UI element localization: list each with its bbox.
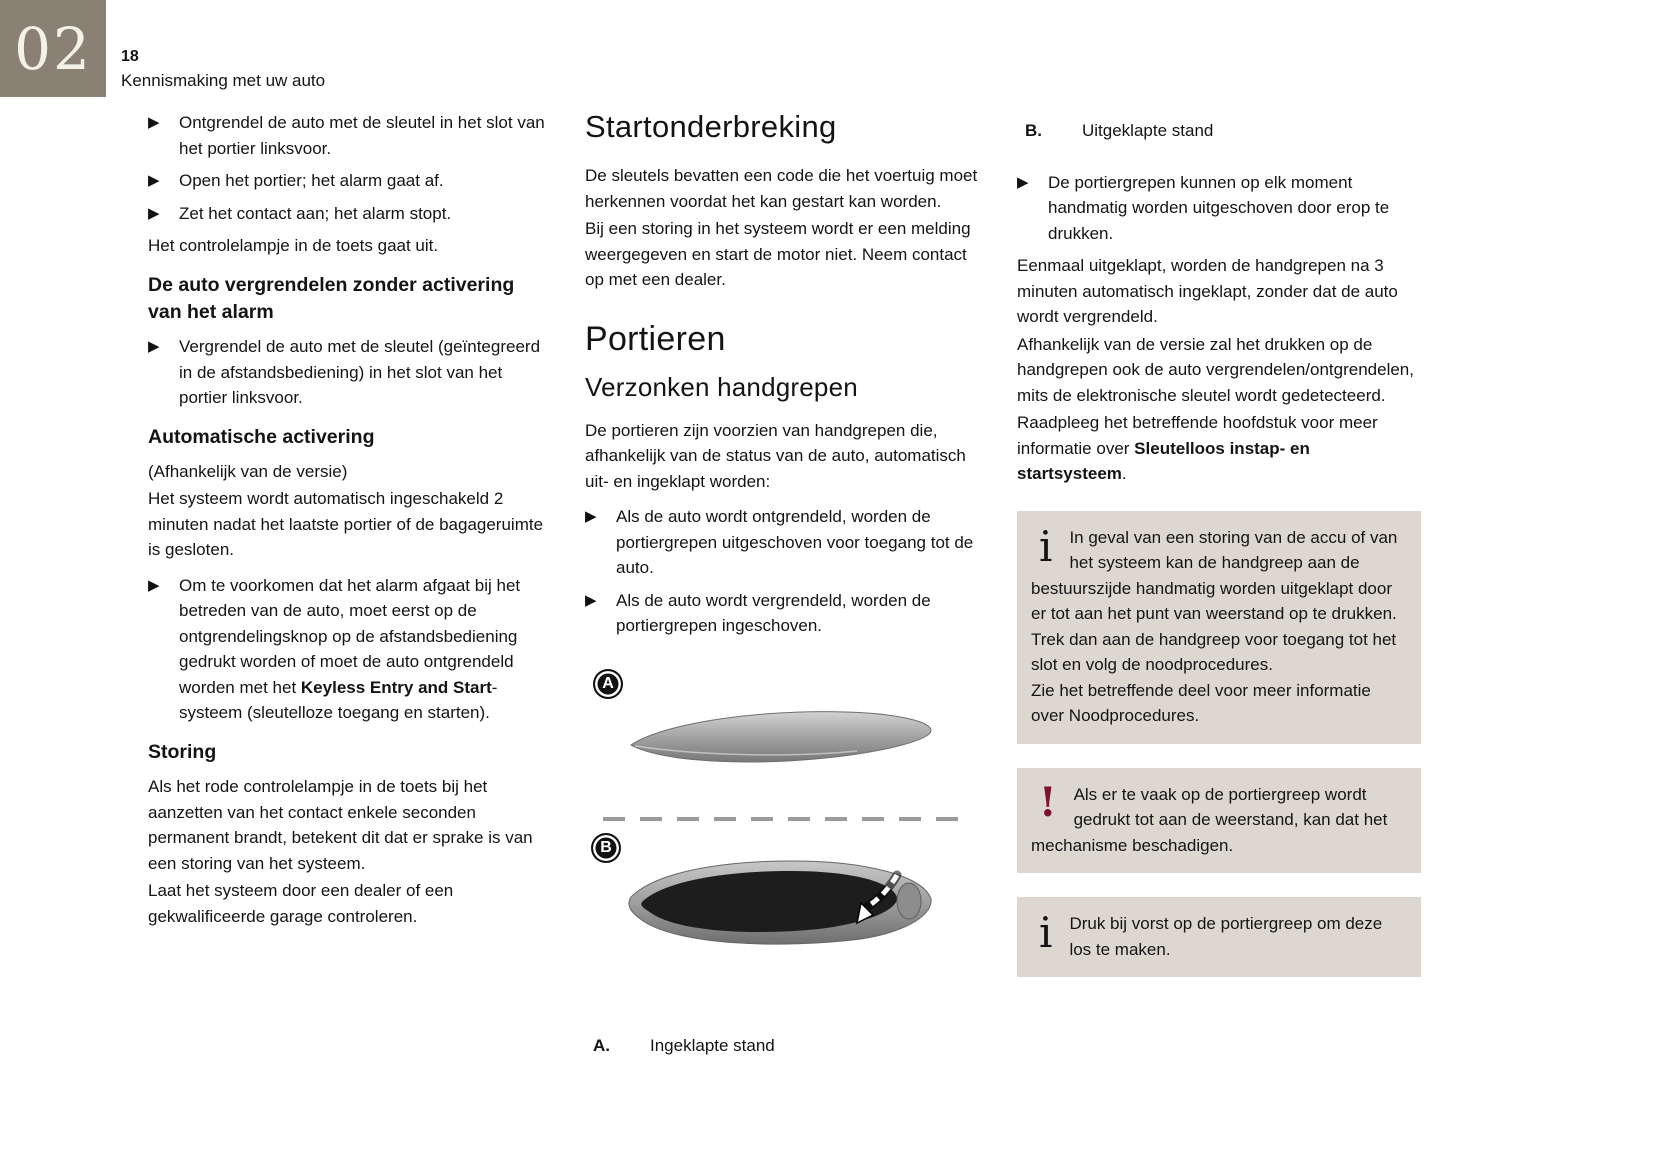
- section-heading: Automatische activering: [148, 425, 375, 448]
- caption-text: Ingeklapte stand: [650, 1035, 775, 1055]
- list-item: [148, 110, 552, 161]
- list-item: [1017, 170, 1421, 247]
- info-box: [1017, 897, 1421, 977]
- page-number: 18: [121, 48, 139, 65]
- list-item-text: Open het portier; het alarm gaat af.: [179, 171, 444, 190]
- paragraph: Bij een storing in het systeem wordt er een melding weergegeven en start de motor niet. Neem contact op met een dealer.: [585, 219, 971, 290]
- column-middle: [585, 106, 985, 1058]
- list-item-text: Als de auto wordt ontgrendeld, worden de portiergrepen uitgeschoven voor toegang tot de auto.: [616, 507, 974, 578]
- section-title: Portieren: [585, 319, 726, 358]
- list-item: [585, 588, 985, 639]
- subsection-title: Verzonken handgrepen: [585, 372, 858, 403]
- info-icon: i: [1039, 908, 1053, 957]
- paragraph: (Afhankelijk van de versie): [148, 461, 348, 481]
- chapter-tab: [0, 0, 106, 97]
- bullet-arrow-icon: ▶: [585, 591, 597, 609]
- bullet-arrow-icon: ▶: [148, 576, 160, 594]
- paragraph: Afhankelijk van de versie zal het drukken op de handgrepen ook de auto vergrendelen/ontgrendelen, mits de elektronische sleutel wordt gedetecteerd.: [1017, 334, 1414, 405]
- column-right: [1017, 110, 1421, 977]
- door-handle-retracted-illustration: [625, 705, 937, 771]
- text-run: Om te voorkomen dat het alarm afgaat bij het betreden van de auto, moet eerst op de ontgrendelingsknop op de afstandsbediening gedrukt worden of moet de auto ontgrendeld worden met het: [179, 575, 521, 697]
- bullet-arrow-icon: ▶: [148, 204, 160, 222]
- bold-text-run: Sleutelloos instap- en startsysteem: [1017, 438, 1310, 483]
- list-item-text: Vergrendel de auto met de sleutel (geïntegreerd in de afstandsbediening) in het slot van het portier linksvoor.: [179, 337, 541, 408]
- info-box: [1017, 511, 1421, 744]
- paragraph: Eenmaal uitgeklapt, worden de handgrepen na 3 minuten automatisch ingeklapt, zonder dat de auto wordt vergrendeld.: [1017, 256, 1398, 326]
- paragraph: [1017, 410, 1421, 487]
- list-item: [148, 168, 552, 194]
- text-run: Raadpleeg het betreffende hoofdstuk voor meer informatie over: [1017, 413, 1378, 458]
- paragraph: Het controlelampje in de toets gaat uit.: [148, 236, 439, 255]
- paragraph: Laat het systeem door een dealer of een gekwalificeerde garage controleren.: [148, 881, 454, 926]
- bullet-arrow-icon: ▶: [148, 114, 160, 131]
- section-heading: Storing: [148, 740, 217, 763]
- caption-text: Uitgeklapte stand: [1082, 121, 1214, 140]
- door-handle-figure: [585, 669, 985, 987]
- figure-label-a: A: [593, 669, 623, 699]
- list-item: [148, 201, 552, 227]
- warning-text: Als er te vaak op de portiergreep wordt gedrukt tot aan de weerstand, kan dat het mechanisme beschadigen.: [1031, 784, 1388, 855]
- column-left: [148, 110, 552, 931]
- list-item-text: Als de auto wordt vergrendeld, worden de portiergrepen ingeschoven.: [616, 590, 931, 636]
- bullet-arrow-icon: ▶: [148, 338, 160, 356]
- bullet-arrow-icon: ▶: [585, 508, 597, 526]
- info-text: In geval van een storing van de accu of van het systeem kan de handgreep aan de bestuurszijde handmatig worden uitgeklapt door er tot aan het punt van weerstand op te drukken. Trek dan aan de handgreep voor toegang tot het slot en volg de noodprocedures.: [1031, 527, 1398, 674]
- list-item: [148, 334, 552, 411]
- bullet-arrow-icon: ▶: [148, 172, 160, 189]
- bullet-arrow-icon: ▶: [1017, 173, 1029, 191]
- paragraph: De portieren zijn voorzien van handgrepen die, afhankelijk van de status van de auto, automatisch uit- en ingeklapt worden:: [585, 420, 966, 491]
- dashed-separator: [603, 817, 963, 821]
- figure-label-b: B: [591, 833, 621, 863]
- paragraph: Als het rode controlelampje in de toets bij het aanzetten van het contact enkele seconden permanent brandt, betekent dit dat er sprake is van een storing van het systeem.: [148, 777, 533, 873]
- text-run: -systeem (sleutelloze toegang en starten).: [179, 677, 498, 723]
- list-item-text: Zet het contact aan; het alarm stopt.: [179, 203, 452, 223]
- info-icon: i: [1039, 521, 1053, 571]
- list-item: [148, 573, 552, 726]
- list-item-text: [179, 573, 552, 726]
- info-text: Druk bij vorst op de portiergreep om deze los te maken.: [1069, 914, 1383, 959]
- door-handle-deployed-illustration: [621, 853, 937, 953]
- warning-box: [1017, 768, 1421, 874]
- caption-letter: B.: [1025, 121, 1042, 140]
- warning-icon: !: [1039, 778, 1057, 826]
- list-item-text: De portiergrepen kunnen op elk moment handmatig worden uitgeschoven door erop te drukken.: [1048, 172, 1390, 243]
- section-heading: De auto vergrendelen zonder activering van het alarm: [148, 273, 515, 323]
- chapter-title: Kennismaking met uw auto: [121, 71, 326, 90]
- figure-caption-a: [585, 1033, 985, 1059]
- list-item-text: Ontgrendel de auto met de sleutel in het slot van het portier linksvoor.: [179, 113, 545, 158]
- caption-letter: A.: [593, 1035, 610, 1055]
- text-run: .: [1121, 464, 1127, 483]
- figure-caption-b: [1017, 118, 1421, 144]
- info-text: Zie het betreffende deel voor meer informatie over Noodprocedures.: [1031, 680, 1371, 725]
- list-item: [585, 504, 985, 581]
- paragraph: Het systeem wordt automatisch ingeschakeld 2 minuten nadat het laatste portier of de bagageruimte is gesloten.: [148, 489, 544, 560]
- section-title: Startonderbreking: [585, 109, 837, 144]
- chapter-number: 02: [14, 14, 92, 83]
- paragraph: De sleutels bevatten een code die het voertuig moet herkennen voordat het kan gestart kan worden.: [585, 166, 978, 211]
- bold-text-run: Keyless Entry and Start: [300, 677, 492, 697]
